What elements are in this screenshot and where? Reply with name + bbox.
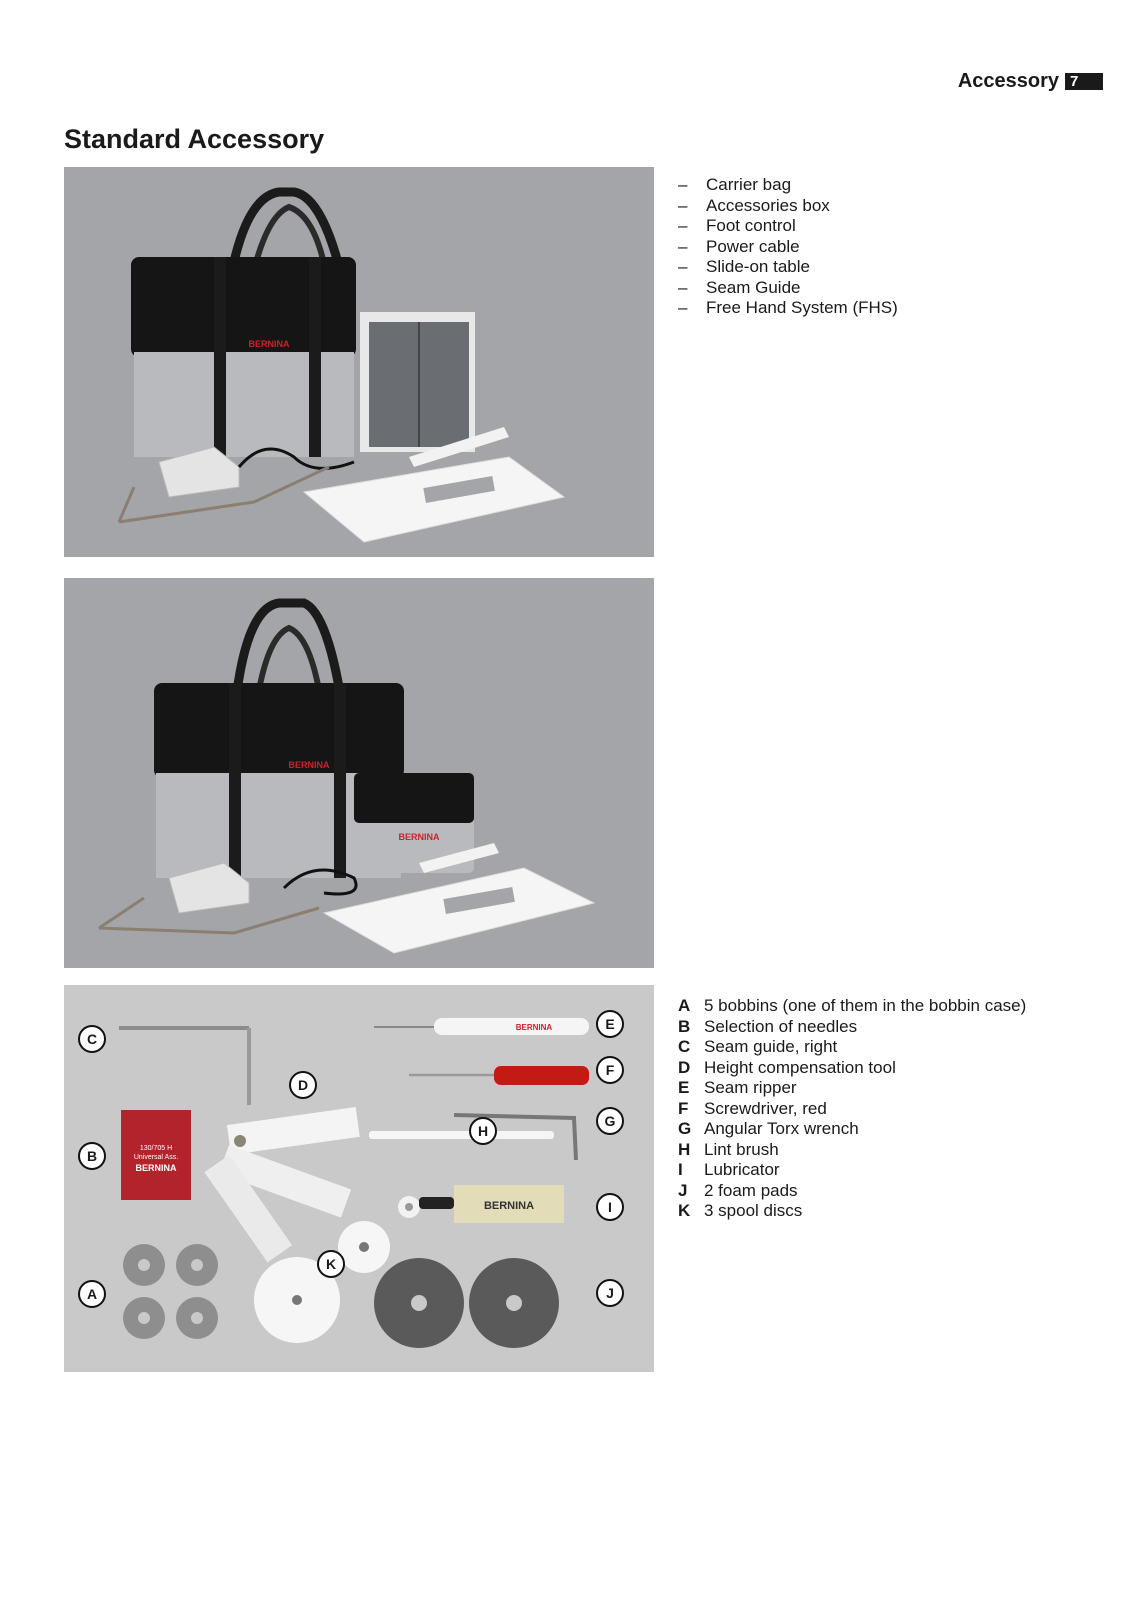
list-item: – Seam Guide [678,277,801,297]
list-item: K 3 spool discs [678,1201,803,1220]
accessories-illustration-2 [64,578,654,968]
list-item: – Carrier bag [678,175,792,194]
page-title: Standard Accessory [64,124,325,154]
list-item: – Foot control [678,216,796,235]
callout-f: F [596,1056,624,1084]
list-item: A 5 bobbins (one of them in the bobbin case) [678,996,1027,1015]
standard-accessory-list [678,175,898,319]
svg-text:BERNINA: BERNINA [248,339,290,349]
list-item: – Slide-on table [678,257,810,276]
list-item: I Lubricator [678,1160,780,1179]
callout-a: A [78,1280,106,1308]
list-item: D Height compensation tool [678,1057,896,1077]
list-item: E Seam ripper [678,1078,797,1097]
list-item: C Seam guide, right [678,1037,838,1056]
callout-b: B [78,1142,106,1170]
callout-h: H [469,1117,497,1145]
page-header [958,70,1103,93]
photo-carrier-bag-with-pouch [64,578,654,968]
accessories-illustration-3 [64,985,654,1372]
callout-g: G [596,1107,624,1135]
photo-small-accessories [64,985,654,1372]
list-item: B Selection of needles [678,1016,858,1036]
svg-text:BERNINA: BERNINA [288,760,330,770]
list-item: G Angular Torx wrench [678,1119,859,1138]
list-item: J 2 foam pads [678,1180,798,1200]
list-item: H Lint brush [678,1139,779,1159]
page-number: 7 [1065,73,1103,90]
callout-j: J [596,1279,624,1307]
section-title: Accessory [957,70,1059,92]
svg-text:BERNINA: BERNINA [135,1163,177,1173]
list-item: – Power cable [678,236,800,256]
callout-d: D [289,1071,317,1099]
svg-text:BERNINA: BERNINA [483,1200,535,1212]
callout-k: K [317,1250,345,1278]
lettered-accessory-list [678,996,1026,1222]
callout-c: C [78,1025,106,1053]
list-item: – Free Hand System (FHS) [678,298,898,317]
svg-text:Universal Ass.: Universal Ass. [133,1154,179,1161]
photo-standard-accessories [64,167,654,557]
callout-e: E [596,1010,624,1038]
accessories-illustration-1 [64,167,654,557]
list-item: – Accessories box [678,195,830,215]
list-item: F Screwdriver, red [678,1098,827,1118]
callout-i: I [596,1193,624,1221]
svg-text:BERNINA: BERNINA [398,832,440,842]
svg-text:BERNINA: BERNINA [515,1023,553,1032]
svg-text:130/705 H: 130/705 H [139,1145,173,1152]
